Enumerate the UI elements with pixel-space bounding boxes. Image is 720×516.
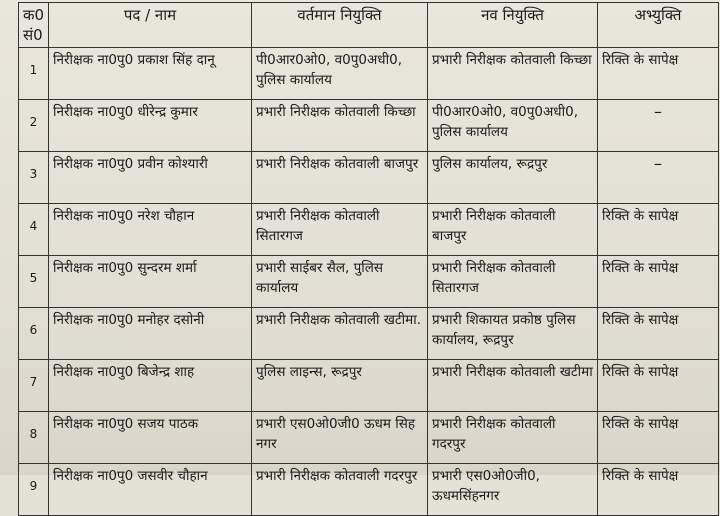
table-row (19, 152, 719, 204)
row-remarks: रिक्ति के सापेक्ष (598, 256, 719, 308)
row-name: निरीक्षक ना0पु0 मनोहर दसोनी (49, 308, 252, 360)
row-remarks (598, 152, 719, 204)
row-current-posting: प्रभारी निरीक्षक कोतवाली खटीमा. (252, 308, 428, 360)
row-name: निरीक्षक ना0पु0 सजय पाठक (49, 412, 252, 464)
row-current-posting: पी0आर0ओ0, व0पु0अधी0, पुलिस कार्यालय (252, 48, 428, 100)
row-new-posting: प्रभारी निरीक्षक कोतवाली सितारगज (428, 256, 598, 308)
row-current-posting: पुलिस लाइन्स, रूद्रपुर (252, 360, 428, 412)
row-name: निरीक्षक ना0पु0 नरेश चौहान (49, 204, 252, 256)
row-new-posting: पुलिस कार्यालय, रूद्रपुर (428, 152, 598, 204)
row-sno: 3 (19, 152, 49, 204)
row-remarks: रिक्ति के सापेक्ष (598, 412, 719, 464)
row-sno: 6 (19, 308, 49, 360)
row-remarks: रिक्ति के सापेक्ष (598, 48, 719, 100)
row-new-posting: प्रभारी शिकायत प्रकोष्ठ पुलिस कार्यालय, रूद्रपुर (428, 308, 598, 360)
remarks-dash: – (654, 154, 662, 173)
row-current-posting: प्रभारी निरीक्षक कोतवाली गदरपुर (252, 464, 428, 516)
header-sno-line2: सं0 (23, 26, 43, 44)
remarks-dash: – (654, 102, 662, 121)
header-name: पद / नाम (49, 3, 252, 48)
table-row (19, 256, 719, 308)
row-current-posting: प्रभारी एस0ओ0जी0 ऊधम सिह नगर (252, 412, 428, 464)
row-current-posting: प्रभारी निरीक्षक कोतवाली सितारगज (252, 204, 428, 256)
row-sno: 1 (19, 48, 49, 100)
row-sno: 8 (19, 412, 49, 464)
table-row (19, 360, 719, 412)
table-row (19, 204, 719, 256)
header-current-posting: वर्तमान नियुक्ति (252, 3, 428, 48)
row-new-posting: प्रभारी निरीक्षक कोतवाली गदरपुर (428, 412, 598, 464)
row-new-posting: प्रभारी निरीक्षक कोतवाली बाजपुर (428, 204, 598, 256)
row-name: निरीक्षक ना0पु0 धीरेन्द्र कुमार (49, 100, 252, 152)
row-remarks (598, 100, 719, 152)
row-new-posting: प्रभारी निरीक्षक कोतवाली खटीमा (428, 360, 598, 412)
row-remarks: रिक्ति के सापेक्ष (598, 308, 719, 360)
row-name: निरीक्षक ना0पु0 प्रकाश सिंह दानू (49, 48, 252, 100)
row-sno: 2 (19, 100, 49, 152)
table-row (19, 464, 719, 516)
row-remarks: रिक्ति के सापेक्ष (598, 464, 719, 516)
row-sno: 9 (19, 464, 49, 516)
table-row (19, 48, 719, 100)
transfer-table (18, 2, 719, 516)
header-sno (19, 3, 49, 48)
header-remarks: अभ्युक्ति (598, 3, 719, 48)
row-sno: 5 (19, 256, 49, 308)
row-new-posting: प्रभारी एस0ओ0जी0, ऊधमसिंहनगर (428, 464, 598, 516)
row-sno: 7 (19, 360, 49, 412)
header-new-posting: नव नियुक्ति (428, 3, 598, 48)
table-body (19, 48, 719, 516)
row-sno: 4 (19, 204, 49, 256)
row-name: निरीक्षक ना0पु0 बिजेन्द्र शाह (49, 360, 252, 412)
row-new-posting: प्रभारी निरीक्षक कोतवाली किच्छा (428, 48, 598, 100)
row-remarks: रिक्ति के सापेक्ष (598, 204, 719, 256)
table-row (19, 308, 719, 360)
row-name: निरीक्षक ना0पु0 सुन्दरम शर्मा (49, 256, 252, 308)
row-current-posting: प्रभारी निरीक्षक कोतवाली बाजपुर (252, 152, 428, 204)
row-name: निरीक्षक ना0पु0 जसवीर चौहान (49, 464, 252, 516)
table-row (19, 412, 719, 464)
row-current-posting: प्रभारी साईबर सैल, पुलिस कार्यालय (252, 256, 428, 308)
table-row (19, 100, 719, 152)
table-header-row (19, 3, 719, 48)
row-remarks: रिक्ति के सापेक्ष (598, 360, 719, 412)
header-sno-line1: क0 (23, 6, 45, 24)
row-new-posting: पी0आर0ओ0, व0पु0अधी0, पुलिस कार्यालय (428, 100, 598, 152)
row-name: निरीक्षक ना0पु0 प्रवीन कोश्यारी (49, 152, 252, 204)
row-current-posting: प्रभारी निरीक्षक कोतवाली किच्छा (252, 100, 428, 152)
